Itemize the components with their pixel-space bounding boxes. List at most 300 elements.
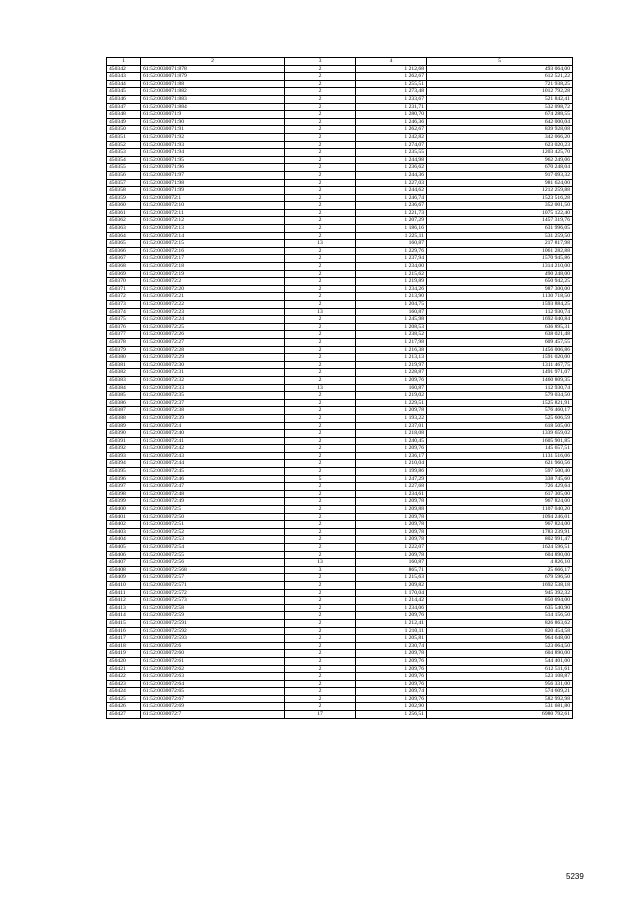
cell-category-code: 2	[285, 111, 356, 119]
cell-row-number: 450378	[107, 338, 141, 346]
cell-category-code: 2	[285, 407, 356, 415]
cell-unit-value: 1 225,11	[356, 232, 427, 240]
table-row	[107, 209, 573, 217]
cell-category-code: 2	[285, 483, 356, 491]
cell-cadastral-value: 1692 040,84	[427, 316, 573, 324]
cell-category-code: 2	[285, 445, 356, 453]
cell-category-code: 2	[285, 80, 356, 88]
cell-cadastral-value: 726 429,64	[427, 483, 573, 491]
table-row	[107, 619, 573, 627]
table-row	[107, 149, 573, 157]
cell-row-number: 450392	[107, 445, 141, 453]
cell-row-number: 450357	[107, 179, 141, 187]
cell-row-number: 450423	[107, 680, 141, 688]
cell-cadastral-number: 61:52:0030072:23	[141, 308, 285, 316]
cell-category-code: 2	[285, 88, 356, 96]
cell-unit-value: 1 209,78	[356, 536, 427, 544]
cell-cadastral-value: 1061 282,88	[427, 247, 573, 255]
cell-unit-value: 1 209,78	[356, 528, 427, 536]
table-row	[107, 566, 573, 574]
cell-row-number: 450397	[107, 483, 141, 491]
table-row	[107, 293, 573, 301]
cell-row-number: 450414	[107, 612, 141, 620]
cell-category-code: 2	[285, 544, 356, 552]
cell-row-number: 450402	[107, 521, 141, 529]
cell-category-code: 2	[285, 103, 356, 111]
cell-category-code: 2	[285, 695, 356, 703]
cell-cadastral-value: 531 681,80	[427, 703, 573, 711]
cell-row-number: 450355	[107, 164, 141, 172]
cell-unit-value: 1 193,22	[356, 414, 427, 422]
table-header-row	[107, 58, 573, 66]
table-row	[107, 695, 573, 703]
cell-unit-value: 1 227,68	[356, 483, 427, 491]
cell-cadastral-number: 61:52:0030072:572	[141, 589, 285, 597]
cell-unit-value: 1 216,38	[356, 346, 427, 354]
cell-cadastral-value: 1094 246,01	[427, 513, 573, 521]
cell-cadastral-number: 61:52:0030072:4	[141, 422, 285, 430]
cell-row-number: 450353	[107, 149, 141, 157]
cell-row-number: 450427	[107, 711, 141, 719]
cell-cadastral-number: 61:52:0030072:568	[141, 566, 285, 574]
cell-cadastral-value: 721 938,25	[427, 80, 573, 88]
cell-unit-value: 1 235,55	[356, 149, 427, 157]
table-row	[107, 323, 573, 331]
cell-cadastral-number: 61:52:0030072:65	[141, 688, 285, 696]
cell-category-code: 2	[285, 551, 356, 559]
table-row	[107, 506, 573, 514]
cell-unit-value: 1 230,74	[356, 642, 427, 650]
cell-row-number: 450382	[107, 369, 141, 377]
cell-category-code: 2	[285, 414, 356, 422]
cell-category-code: 3	[285, 566, 356, 574]
cell-unit-value: 1 208,53	[356, 323, 427, 331]
cell-unit-value: 160,87	[356, 384, 427, 392]
cell-cadastral-value: 352 001,50	[427, 202, 573, 210]
cell-row-number: 450420	[107, 657, 141, 665]
cell-row-number: 450384	[107, 384, 141, 392]
cell-unit-value: 1 245,98	[356, 316, 427, 324]
cell-row-number: 450349	[107, 118, 141, 126]
cell-cadastral-value: 1075 122,40	[427, 209, 573, 217]
cell-unit-value: 1 209,76	[356, 665, 427, 673]
cell-cadastral-value: 635 540,90	[427, 604, 573, 612]
cell-cadastral-number: 61:52:0030072:11	[141, 209, 285, 217]
cell-unit-value: 1 238,52	[356, 331, 427, 339]
table-row	[107, 202, 573, 210]
cell-cadastral-value: 112 930,74	[427, 308, 573, 316]
cell-cadastral-number: 61:52:0030071:93	[141, 141, 285, 149]
cell-category-code: 2	[285, 171, 356, 179]
table-row	[107, 574, 573, 582]
table-row	[107, 521, 573, 529]
cell-cadastral-number: 61:52:0030072:2	[141, 278, 285, 286]
cell-cadastral-number: 61:52:0030071:88	[141, 80, 285, 88]
cell-cadastral-number: 61:52:0030072:47	[141, 483, 285, 491]
cell-category-code: 2	[285, 612, 356, 620]
table-row	[107, 513, 573, 521]
cell-row-number: 450404	[107, 536, 141, 544]
cell-category-code: 2	[285, 513, 356, 521]
cell-cadastral-number: 61:52:0030072:39	[141, 414, 285, 422]
table-row	[107, 232, 573, 240]
cell-cadastral-number: 61:52:0030072:22	[141, 301, 285, 309]
table-row	[107, 194, 573, 202]
table-row	[107, 650, 573, 658]
cell-cadastral-value: 342 066,20	[427, 133, 573, 141]
cell-row-number: 450415	[107, 619, 141, 627]
column-header-3: 3	[285, 58, 356, 66]
cell-category-code: 2	[285, 498, 356, 506]
cell-cadastral-number: 61:52:0030072:35	[141, 392, 285, 400]
cell-unit-value: 1 236,17	[356, 452, 427, 460]
cell-cadastral-number: 61:52:0030072:24	[141, 316, 285, 324]
cell-category-code: 2	[285, 285, 356, 293]
cell-cadastral-number: 61:52:0030072:7	[141, 711, 285, 719]
cell-row-number: 450408	[107, 566, 141, 574]
cell-cadastral-number: 61:52:0030072:20	[141, 285, 285, 293]
table-row	[107, 270, 573, 278]
cell-category-code: 13	[285, 240, 356, 248]
cell-cadastral-value: 1203 425,70	[427, 149, 573, 157]
cell-category-code: 2	[285, 369, 356, 377]
cell-cadastral-number: 61:52:0030072:57	[141, 574, 285, 582]
cell-row-number: 450360	[107, 202, 141, 210]
cell-cadastral-number: 61:52:0030072:19	[141, 270, 285, 278]
cell-cadastral-number: 61:52:0030071:94	[141, 149, 285, 157]
column-header-4: 4	[356, 58, 427, 66]
cell-row-number: 450350	[107, 126, 141, 134]
cell-category-code: 2	[285, 187, 356, 195]
cell-category-code: 2	[285, 574, 356, 582]
cell-category-code: 2	[285, 73, 356, 81]
cell-cadastral-value: 964 648,00	[427, 635, 573, 643]
cell-row-number: 450391	[107, 437, 141, 445]
cell-cadastral-value: 967 824,00	[427, 521, 573, 529]
cell-category-code: 2	[285, 126, 356, 134]
cell-category-code: 2	[285, 536, 356, 544]
table-row	[107, 468, 573, 476]
cell-unit-value: 160,87	[356, 559, 427, 567]
table-row	[107, 88, 573, 96]
cell-cadastral-value: 1311 467,75	[427, 361, 573, 369]
cell-cadastral-value: 1012 792,28	[427, 88, 573, 96]
cell-cadastral-number: 61:52:0030072:6	[141, 642, 285, 650]
cell-cadastral-number: 61:52:0030072:40	[141, 430, 285, 438]
cell-cadastral-number: 61:52:0030072:69	[141, 703, 285, 711]
cell-row-number: 450388	[107, 414, 141, 422]
cell-row-number: 450403	[107, 528, 141, 536]
cell-row-number: 450363	[107, 225, 141, 233]
table-row	[107, 65, 573, 73]
cell-row-number: 450356	[107, 171, 141, 179]
cell-category-code: 2	[285, 399, 356, 407]
table-row	[107, 384, 573, 392]
cell-row-number: 450400	[107, 506, 141, 514]
cell-cadastral-value: 956 331,00	[427, 680, 573, 688]
cell-cadastral-value: 1593 884,25	[427, 301, 573, 309]
cell-unit-value: 1 236,67	[356, 202, 427, 210]
cell-cadastral-number: 61:52:0030072:12	[141, 217, 285, 225]
cell-cadastral-value: 1339 659,02	[427, 430, 573, 438]
cell-cadastral-value: 1130 718,50	[427, 293, 573, 301]
cell-cadastral-number: 61:52:0030071:879	[141, 73, 285, 81]
cell-cadastral-number: 61:52:0030072:53	[141, 536, 285, 544]
cell-cadastral-number: 61:52:0030072:25	[141, 323, 285, 331]
table-row	[107, 126, 573, 134]
cell-row-number: 450396	[107, 475, 141, 483]
cell-unit-value: 1 209,76	[356, 612, 427, 620]
cell-unit-value: 1 218,08	[356, 430, 427, 438]
cell-row-number: 450409	[107, 574, 141, 582]
cell-cadastral-value: 6980 792,61	[427, 711, 573, 719]
cell-cadastral-value: 1783 239,91	[427, 528, 573, 536]
cell-cadastral-number: 61:52:0030072:33	[141, 384, 285, 392]
cell-cadastral-number: 61:52:0030071:882	[141, 88, 285, 96]
cell-cadastral-number: 61:52:0030072:56	[141, 559, 285, 567]
table-row	[107, 278, 573, 286]
cell-unit-value: 1 217,98	[356, 338, 427, 346]
cell-cadastral-value: 623 020,23	[427, 141, 573, 149]
cell-cadastral-number: 61:52:0030072:63	[141, 673, 285, 681]
cell-category-code: 2	[285, 354, 356, 362]
table-row	[107, 430, 573, 438]
cell-unit-value: 1 199,86	[356, 468, 427, 476]
cell-unit-value: 1 246,36	[356, 118, 427, 126]
cell-unit-value: 1 205,81	[356, 635, 427, 643]
table-row	[107, 475, 573, 483]
cell-category-code: 2	[285, 156, 356, 164]
column-header-2: 2	[141, 58, 285, 66]
table-row	[107, 665, 573, 673]
cell-cadastral-number: 61:52:0030072:46	[141, 475, 285, 483]
cell-category-code: 2	[285, 263, 356, 271]
cell-category-code: 2	[285, 506, 356, 514]
table-row	[107, 528, 573, 536]
cell-cadastral-number: 61:52:0030072:592	[141, 627, 285, 635]
cell-cadastral-number: 61:52:0030072:593	[141, 635, 285, 643]
cell-cadastral-number: 61:52:0030072:17	[141, 255, 285, 263]
cell-category-code: 2	[285, 437, 356, 445]
cell-cadastral-value: 531 259,50	[427, 232, 573, 240]
cell-cadastral-number: 61:52:0030072:14	[141, 232, 285, 240]
cell-category-code: 2	[285, 680, 356, 688]
table-row	[107, 156, 573, 164]
table-row	[107, 612, 573, 620]
cell-cadastral-value: 1591 020,00	[427, 354, 573, 362]
cell-category-code: 2	[285, 627, 356, 635]
cell-row-number: 450345	[107, 88, 141, 96]
cell-cadastral-value: 987 300,00	[427, 285, 573, 293]
table-row	[107, 285, 573, 293]
cell-unit-value: 1 170,04	[356, 589, 427, 597]
cell-row-number: 450375	[107, 316, 141, 324]
table-row	[107, 460, 573, 468]
cell-unit-value: 1 209,76	[356, 680, 427, 688]
cell-category-code: 2	[285, 392, 356, 400]
cell-row-number: 450386	[107, 399, 141, 407]
cell-unit-value: 1 231,71	[356, 103, 427, 111]
cell-unit-value: 1 202,90	[356, 703, 427, 711]
cell-category-code: 2	[285, 118, 356, 126]
cell-unit-value: 1 255,51	[356, 80, 427, 88]
cell-row-number: 450401	[107, 513, 141, 521]
cell-row-number: 450412	[107, 597, 141, 605]
cell-row-number: 450380	[107, 354, 141, 362]
cell-category-code: 2	[285, 673, 356, 681]
cell-row-number: 450346	[107, 95, 141, 103]
cell-category-code: 2	[285, 232, 356, 240]
cell-cadastral-number: 61:52:0030072:30	[141, 361, 285, 369]
cell-cadastral-number: 61:52:0030071:95	[141, 156, 285, 164]
page-number: 5239	[566, 872, 584, 881]
cell-unit-value: 1 229,76	[356, 247, 427, 255]
cell-row-number: 450379	[107, 346, 141, 354]
cell-cadastral-value: 1692 538,18	[427, 581, 573, 589]
table-row	[107, 164, 573, 172]
cell-unit-value: 1 209,78	[356, 650, 427, 658]
table-row	[107, 711, 573, 719]
cell-row-number: 450361	[107, 209, 141, 217]
cell-row-number: 450421	[107, 665, 141, 673]
table-row	[107, 703, 573, 711]
cell-unit-value: 1 247,29	[356, 475, 427, 483]
cell-unit-value: 1 209,78	[356, 521, 427, 529]
cell-unit-value: 1 273,48	[356, 88, 427, 96]
cell-category-code: 2	[285, 225, 356, 233]
cell-unit-value: 1 209,76	[356, 445, 427, 453]
document-page	[106, 57, 572, 719]
cell-unit-value: 1 210,04	[356, 460, 427, 468]
cell-unit-value: 160,87	[356, 308, 427, 316]
cell-row-number: 450372	[107, 293, 141, 301]
cell-cadastral-value: 1456 006,86	[427, 346, 573, 354]
cell-unit-value: 1 207,29	[356, 217, 427, 225]
cell-category-code: 2	[285, 194, 356, 202]
table-row	[107, 627, 573, 635]
cell-cadastral-number: 61:52:0030071:91	[141, 126, 285, 134]
cell-unit-value: 1 234,06	[356, 604, 427, 612]
table-row	[107, 73, 573, 81]
cell-unit-value: 1 244,62	[356, 187, 427, 195]
cell-category-code: 2	[285, 460, 356, 468]
cell-unit-value: 1 274,07	[356, 141, 427, 149]
cell-cadastral-number: 61:52:0030072:16	[141, 247, 285, 255]
cell-cadastral-value: 618 505,00	[427, 422, 573, 430]
cell-cadastral-number: 61:52:0030072:591	[141, 619, 285, 627]
cell-row-number: 450354	[107, 156, 141, 164]
cell-row-number: 450366	[107, 247, 141, 255]
cell-unit-value: 1 221,73	[356, 209, 427, 217]
cell-cadastral-number: 61:52:0030072:13	[141, 225, 285, 233]
cell-cadastral-value: 1570 945,86	[427, 255, 573, 263]
cell-cadastral-number: 61:52:0030072:64	[141, 680, 285, 688]
cell-unit-value: 1 262,67	[356, 73, 427, 81]
cell-cadastral-number: 61:52:0030072:32	[141, 376, 285, 384]
cell-cadastral-number: 61:52:0030072:52	[141, 528, 285, 536]
cell-cadastral-number: 61:52:0030072:62	[141, 665, 285, 673]
cell-row-number: 450393	[107, 452, 141, 460]
cell-row-number: 450417	[107, 635, 141, 643]
cell-cadastral-value: 981 624,00	[427, 179, 573, 187]
cell-cadastral-value: 523 108,87	[427, 673, 573, 681]
table-row	[107, 95, 573, 103]
cell-unit-value: 1 240,45	[356, 437, 427, 445]
cell-category-code: 2	[285, 149, 356, 157]
cell-cadastral-value: 638 021,48	[427, 331, 573, 339]
cell-cadastral-number: 61:52:0030071:90	[141, 118, 285, 126]
cell-category-code: 2	[285, 346, 356, 354]
cell-row-number: 450347	[107, 103, 141, 111]
table-row	[107, 604, 573, 612]
cell-unit-value: 1 204,75	[356, 301, 427, 309]
cell-category-code: 2	[285, 589, 356, 597]
cell-category-code: 2	[285, 323, 356, 331]
cell-row-number: 450413	[107, 604, 141, 612]
cell-cadastral-number: 61:52:0030071:884	[141, 103, 285, 111]
cell-row-number: 450419	[107, 650, 141, 658]
table-row	[107, 680, 573, 688]
cell-row-number: 450377	[107, 331, 141, 339]
table-row	[107, 369, 573, 377]
cell-cadastral-value: 679 596,50	[427, 574, 573, 582]
cell-unit-value: 1 209,76	[356, 673, 427, 681]
cell-cadastral-value: 820 454,58	[427, 627, 573, 635]
cell-cadastral-value: 612 521,22	[427, 73, 573, 81]
table-row	[107, 103, 573, 111]
cell-cadastral-value: 523 064,50	[427, 642, 573, 650]
table-row	[107, 217, 573, 225]
cell-cadastral-number: 61:52:0030072:29	[141, 354, 285, 362]
cell-row-number: 450344	[107, 80, 141, 88]
cell-cadastral-value: 1457 319,76	[427, 217, 573, 225]
cell-cadastral-value: 525 606,59	[427, 414, 573, 422]
cell-cadastral-value: 217 817,98	[427, 240, 573, 248]
cell-row-number: 450368	[107, 263, 141, 271]
cell-unit-value: 1 219,89	[356, 278, 427, 286]
table-row	[107, 452, 573, 460]
cell-row-number: 450381	[107, 361, 141, 369]
cell-cadastral-number: 61:52:0030072:38	[141, 407, 285, 415]
cell-cadastral-number: 61:52:0030072:43	[141, 452, 285, 460]
cell-cadastral-value: 631 996,05	[427, 225, 573, 233]
cell-row-number: 450364	[107, 232, 141, 240]
cell-cadastral-value: 1525 821,91	[427, 399, 573, 407]
cell-unit-value: 1 280,70	[356, 111, 427, 119]
table-row	[107, 483, 573, 491]
cell-cadastral-value: 850 094,00	[427, 597, 573, 605]
table-row	[107, 301, 573, 309]
cell-category-code: 2	[285, 95, 356, 103]
table-row	[107, 338, 573, 346]
table-row	[107, 263, 573, 271]
cell-category-code: 2	[285, 361, 356, 369]
cell-cadastral-number: 61:52:0030072:58	[141, 604, 285, 612]
cell-category-code: 2	[285, 468, 356, 476]
table-row	[107, 544, 573, 552]
table-row	[107, 437, 573, 445]
table-row	[107, 392, 573, 400]
cell-cadastral-number: 61:52:0030072:51	[141, 521, 285, 529]
cell-unit-value: 1 234,61	[356, 490, 427, 498]
cell-cadastral-value: 967 824,00	[427, 498, 573, 506]
cell-cadastral-number: 61:52:0030072:42	[141, 445, 285, 453]
cell-cadastral-number: 61:52:0030072:10	[141, 202, 285, 210]
cell-cadastral-value: 636 895,31	[427, 323, 573, 331]
cell-unit-value: 1 186,16	[356, 225, 427, 233]
cell-cadastral-value: 493 064,00	[427, 65, 573, 73]
cell-unit-value: 1 209,78	[356, 498, 427, 506]
